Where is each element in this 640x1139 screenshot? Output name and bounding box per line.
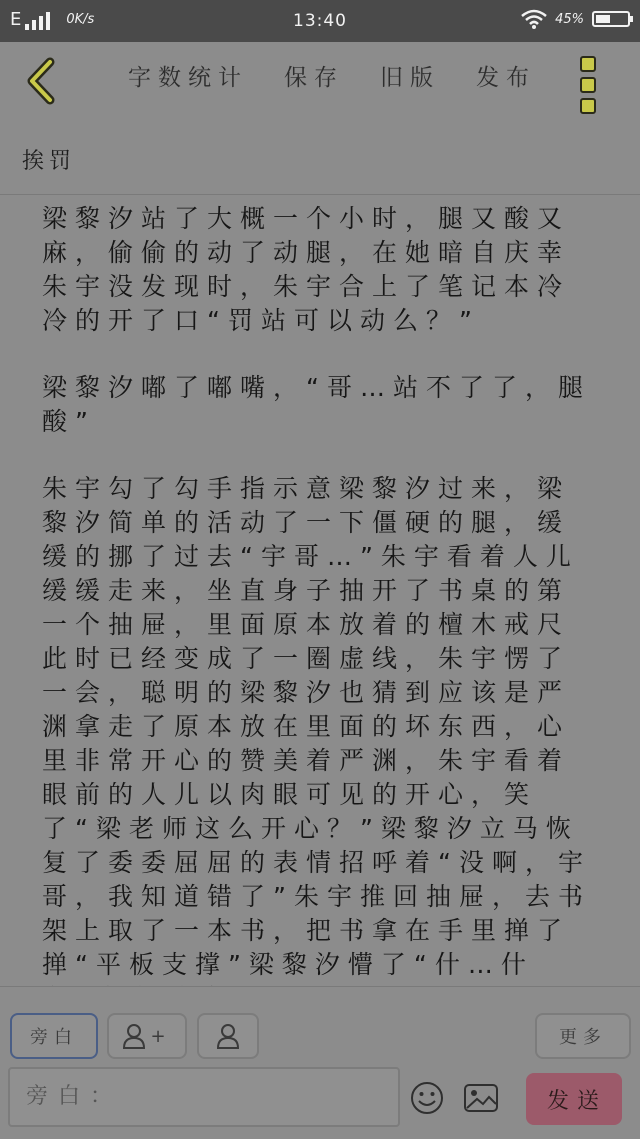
old-version-button[interactable]: 旧版 bbox=[380, 65, 440, 91]
save-button[interactable]: 保存 bbox=[284, 65, 344, 91]
clock: 13:40 bbox=[293, 11, 347, 31]
wifi-icon bbox=[521, 9, 547, 29]
character-button[interactable] bbox=[197, 1013, 259, 1059]
network-speed: 0K/s bbox=[66, 12, 95, 27]
image-icon[interactable] bbox=[463, 1081, 499, 1115]
paragraph[interactable]: 朱宇勾了勾手指示意梁黎汐过来，梁黎汐简单的活动了一下僵硬的腿，缓缓的挪了过去“宇哥…”朱宇看着人儿缓缓走来，坐直身子抽开了书桌的第一个抽屉，里面原本放着的檀木戒尺此时已经变成了一圈虚线，朱宇愣了一会，聪明的梁黎汐也猜到应该是严渊拿走了原本放在里面的坏东西，心里非常开心的赞美着严渊，朱宇看着眼前的人儿以肉眼可见的开心，笑了“梁老师这么开心？”梁黎汐立马恢复了委委屈屈的表情招呼着“没啊，宇哥，我知道错了”朱宇推回抽屉，去书架上取了一本书，把书拿在手里掸了掸“平板支撑”梁黎汐懵了“什…什 bbox=[42, 474, 591, 979]
toolbar-actions bbox=[110, 62, 554, 94]
narration-input-placeholder: 旁白： bbox=[26, 1084, 123, 1109]
publish-button[interactable]: 发布 bbox=[476, 65, 536, 91]
document-title[interactable]: 挨罚 bbox=[22, 149, 77, 174]
battery-icon bbox=[592, 11, 630, 27]
more-button[interactable] bbox=[535, 1013, 631, 1059]
status-right bbox=[521, 9, 630, 29]
paragraph[interactable]: 梁黎汐站了大概一个小时，腿又酸又麻，偷偷的动了动腿，在她暗自庆幸朱宇没发现时，朱宇合上了笔记本冷冷的开了口“罚站可以动么？” bbox=[42, 204, 571, 335]
paragraph[interactable]: 梁黎汐嘟了嘟嘴，“哥…站不了了，腿酸” bbox=[42, 373, 591, 436]
character-icon bbox=[216, 1023, 240, 1049]
send-button[interactable] bbox=[526, 1073, 622, 1125]
narration-role-label: 旁白 bbox=[30, 1027, 78, 1048]
compose-panel bbox=[0, 986, 640, 1139]
battery-percent: 45% bbox=[555, 11, 584, 27]
paragraph-list bbox=[0, 196, 640, 1016]
title-row bbox=[0, 124, 640, 195]
document-body[interactable] bbox=[0, 196, 640, 986]
send-button-label: 发送 bbox=[546, 1088, 607, 1114]
status-bar bbox=[0, 0, 640, 42]
narration-role-button[interactable] bbox=[10, 1013, 98, 1059]
back-arrow-icon[interactable] bbox=[22, 56, 62, 106]
plus-icon: + bbox=[150, 1025, 172, 1047]
battery-fill bbox=[596, 15, 610, 23]
add-character-icon bbox=[122, 1023, 146, 1049]
add-character-button[interactable] bbox=[107, 1013, 187, 1059]
more-button-label: 更多 bbox=[559, 1027, 607, 1048]
more-menu-icon[interactable] bbox=[580, 56, 598, 114]
word-count-button[interactable]: 字数统计 bbox=[128, 65, 248, 91]
emoji-icon[interactable] bbox=[410, 1081, 444, 1115]
network-type: E bbox=[10, 9, 22, 30]
narration-input[interactable] bbox=[8, 1067, 400, 1127]
editor-toolbar bbox=[0, 42, 640, 124]
